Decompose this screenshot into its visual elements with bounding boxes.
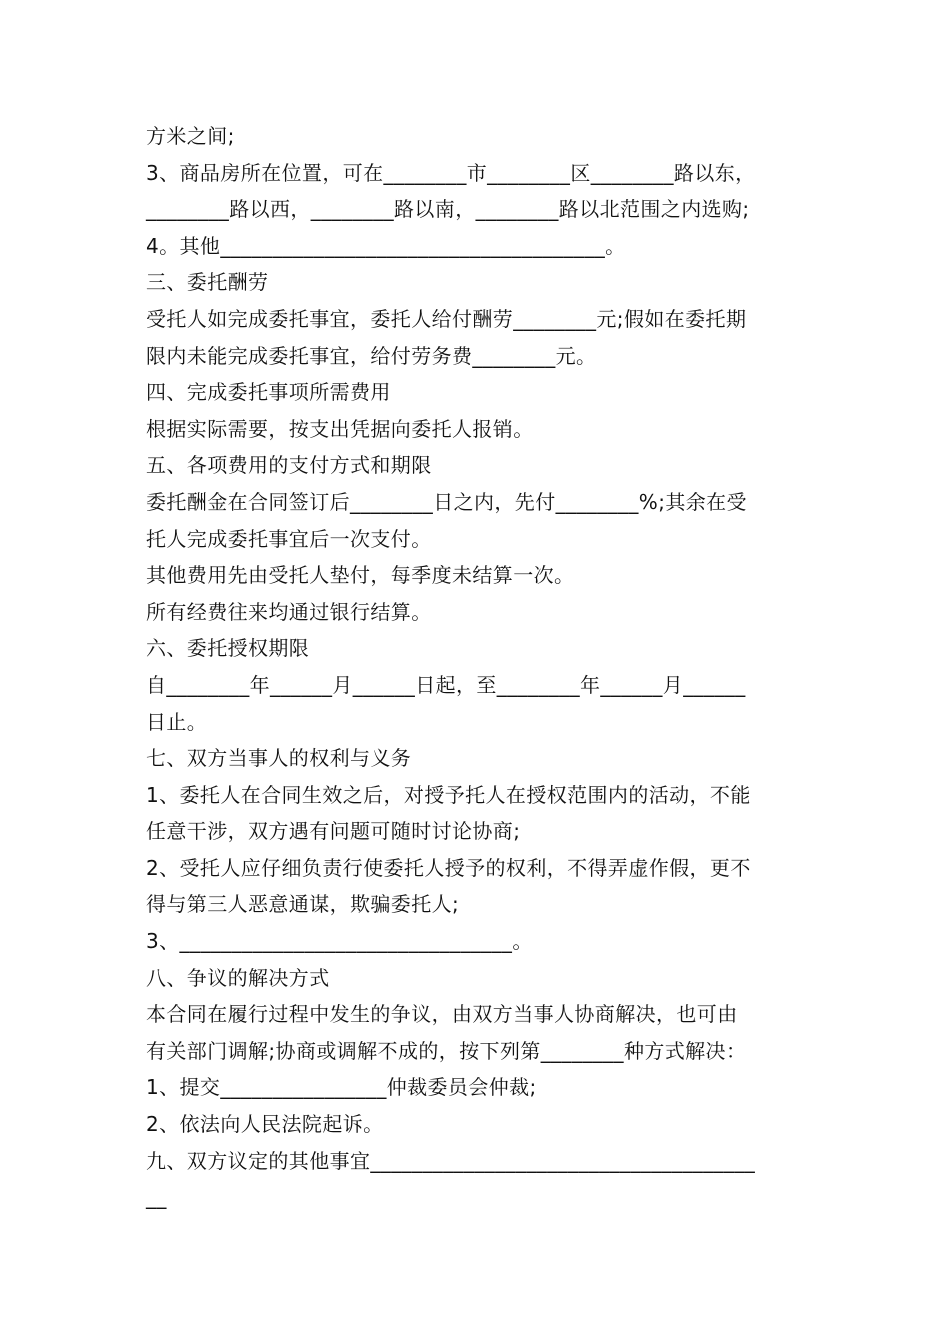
section-heading: 六、委托授权期限 — [146, 636, 310, 661]
text-line: 其他费用先由受托人垫付，每季度未结算一次。 — [146, 563, 575, 588]
section-heading: 九、双方议定的其他事宜_____________________________________ — [146, 1148, 756, 1173]
text-line: 2、依法向人民法院起诉。 — [146, 1112, 384, 1137]
text-line: 本合同在履行过程中发生的争议，由双方当事人协商解决，也可由 — [146, 1002, 738, 1027]
text-line: __ — [146, 1185, 167, 1210]
text-line: 自________年______月______日起，至________年______月______ — [146, 672, 746, 697]
text-line: ________路以西，________路以南，________路以北范围之内选购; — [146, 197, 750, 222]
text-line: 根据实际需要，按支出凭据向委托人报销。 — [146, 416, 534, 441]
text-line: 得与第三人恶意通谋，欺骗委托人; — [146, 892, 460, 917]
text-line: 方米之间; — [146, 124, 235, 148]
section-heading: 四、完成委托事项所需费用 — [146, 380, 391, 405]
text-line: 1、提交________________仲裁委员会仲裁; — [146, 1075, 537, 1100]
section-heading: 五、各项费用的支付方式和期限 — [146, 453, 432, 478]
document-body — [146, 118, 810, 1216]
text-line: 托人完成委托事宜后一次支付。 — [146, 526, 432, 551]
text-line: 4。其他_____________________________________。 — [146, 233, 626, 258]
section-heading: 三、委托酬劳 — [146, 270, 269, 295]
text-line: 任意干涉，双方遇有问题可随时讨论协商; — [146, 819, 521, 844]
section-heading: 八、争议的解决方式 — [146, 965, 330, 990]
text-line: 3、商品房所在位置，可在________市________区________路以东， — [146, 160, 756, 185]
text-line: 限内未能完成委托事宜，给付劳务费________元。 — [146, 343, 597, 368]
text-line: 日止。 — [146, 709, 208, 734]
text-line: 3、________________________________。 — [146, 929, 533, 954]
text-line: 1、委托人在合同生效之后，对授予托人在授权范围内的活动，不能 — [146, 782, 751, 807]
text-line: 委托酬金在合同签订后________日之内，先付________%;其余在受 — [146, 489, 747, 514]
text-line: 有关部门调解;协商或调解不成的，按下列第________种方式解决： — [146, 1038, 747, 1063]
text-line: 所有经费往来均通过银行结算。 — [146, 599, 432, 624]
section-heading: 七、双方当事人的权利与义务 — [146, 746, 412, 771]
text-line: 2、受托人应仔细负责行使委托人授予的权利，不得弄虚作假，更不 — [146, 855, 751, 880]
text-line: 受托人如完成委托事宜，委托人给付酬劳________元;假如在委托期 — [146, 306, 747, 331]
